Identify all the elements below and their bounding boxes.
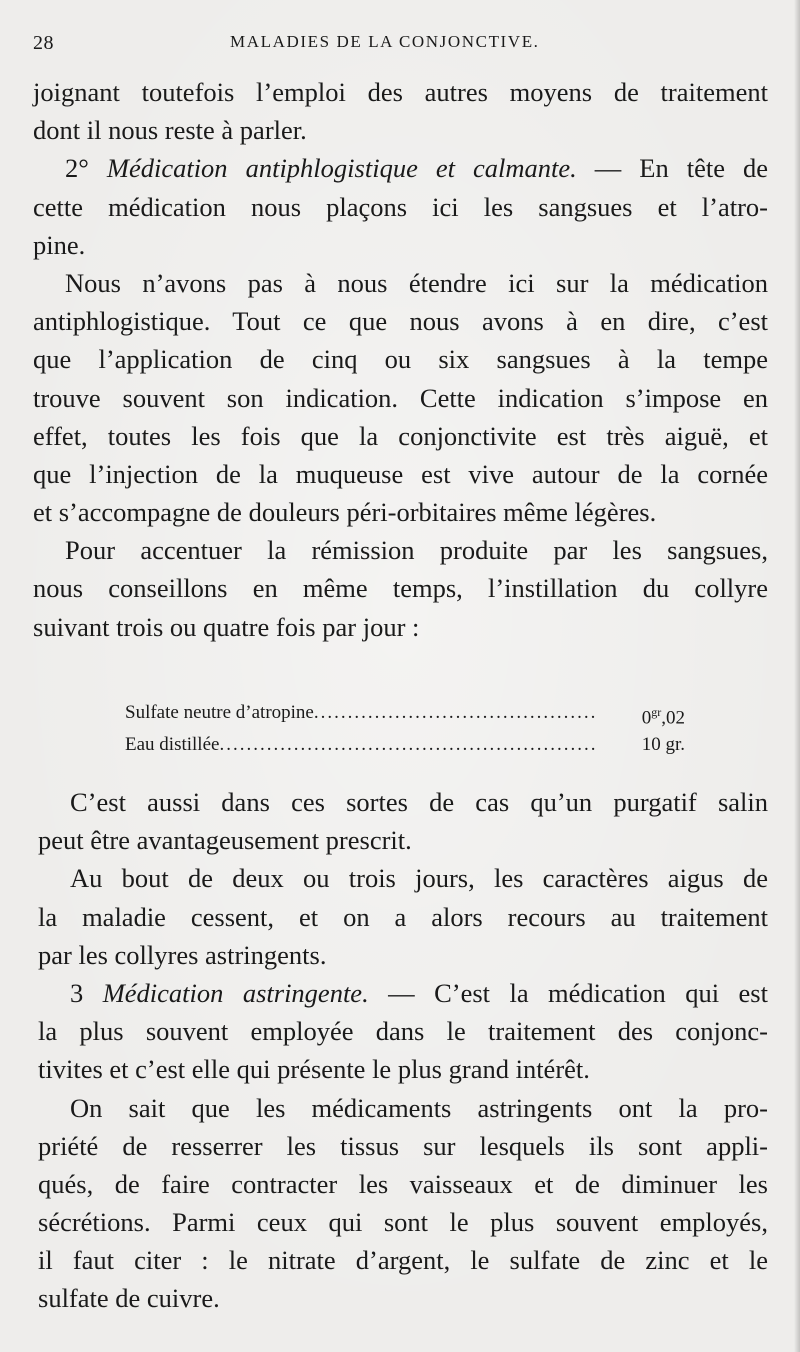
section-heading-3	[38, 974, 768, 1012]
text-line: la maladie cessent, et on a alors recours au traitement	[38, 901, 768, 932]
ingredient-name: Sulfate neutre d’atropine	[125, 702, 314, 723]
section-number: 3	[70, 977, 103, 1008]
text-line: sulfate de cuivre.	[38, 1283, 220, 1314]
section-lead-text: — En tête de	[576, 153, 769, 184]
section-heading-2	[33, 149, 768, 187]
text-line: On sait que les médicaments astringents ont la pro-	[70, 1092, 768, 1123]
section-lead-text: — C’est la médication qui est	[368, 977, 768, 1008]
text-line: suivant trois ou quatre fois par jour :	[33, 611, 420, 642]
formula-row	[125, 699, 685, 731]
text-line: par les collyres astringents.	[38, 939, 327, 970]
ingredient-name: Eau distillée	[125, 734, 220, 756]
text-line: qués, de faire contracter les vaisseaux et de diminuer les	[38, 1168, 768, 1199]
running-title: MALADIES DE LA CONJONCTIVE.	[230, 32, 540, 51]
text-line: nous conseillons en même temps, l’instillation du collyre	[33, 573, 768, 604]
text-line: que l’application de cinq ou six sangsues à la tempe	[33, 344, 768, 375]
body-text-lower	[38, 783, 768, 1318]
text-line: Nous n’avons pas à nous étendre ici sur la médication	[65, 267, 768, 298]
section-number: 2°	[65, 153, 107, 184]
section-title: Médication antiphlogistique et calmante.	[106, 153, 577, 184]
text-line: effet, toutes les fois que la conjonctivite est très aiguë, et	[33, 420, 768, 451]
text-line: priété de resserrer les tissus sur lesquels ils sont appli-	[38, 1130, 768, 1161]
section-title: Médication astringente.	[102, 977, 369, 1008]
text-line: Au bout de deux ou trois jours, les caractères aigus de	[70, 863, 768, 894]
text-line: Pour accentuer la rémission produite par les sangsues,	[65, 535, 768, 566]
text-line: C’est aussi dans ces sortes de cas qu’un purgatif salin	[70, 787, 768, 817]
body-text-upper	[33, 73, 768, 646]
text-line: tivites et c’est elle qui présente le plus grand intérêt.	[38, 1054, 590, 1085]
text-line: peut être avantageusement prescrit.	[38, 825, 412, 856]
page-number: 28	[33, 32, 54, 54]
text-line: sécrétions. Parmi ceux qui sont le plus souvent employés,	[38, 1207, 768, 1238]
prescription-formula	[125, 699, 685, 758]
text-line: il faut citer : le nitrate d’argent, le sulfate de zinc et le	[38, 1245, 768, 1276]
text-line: que l’injection de la muqueuse est vive autour de la cornée	[33, 458, 768, 489]
ingredient-quantity: $0^{gr},02$	[641, 705, 685, 729]
text-line: pine.	[33, 229, 86, 260]
text-line: et s’accompagne de douleurs péri-orbitaires même légères.	[33, 497, 657, 528]
text-line: antiphlogistique. Tout ce que nous avons à en dire, c’est	[33, 306, 768, 337]
leader-dots	[314, 699, 597, 731]
page-header	[33, 32, 753, 56]
text-line: trouve souvent son indication. Cette indication s’impose en	[33, 382, 768, 413]
text-line: la plus souvent employée dans le traitement des conjonc-	[38, 1016, 768, 1047]
text-line: dont il nous reste à parler.	[33, 115, 307, 146]
text-line: cette médication nous plaçons ici les sangsues et l’atro-	[33, 191, 768, 222]
leader-dots	[219, 731, 597, 758]
text-line: joignant toutefois l’emploi des autres moyens de traitement	[33, 77, 768, 107]
ingredient-quantity: 10 gr.	[641, 734, 685, 756]
formula-row	[125, 731, 685, 758]
page-edge-shadow	[794, 0, 800, 1352]
